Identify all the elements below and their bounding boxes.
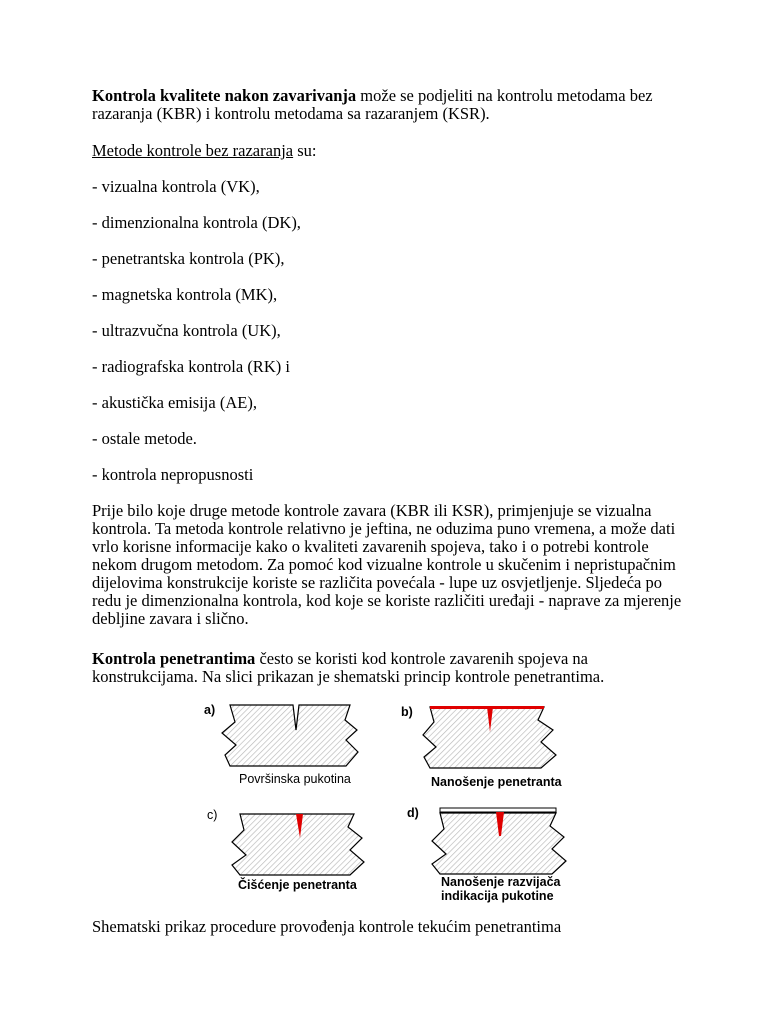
panel-d-letter: d) <box>407 806 419 820</box>
method-item: - kontrola nepropusnosti <box>92 465 254 484</box>
panel-b <box>401 705 563 789</box>
methods-heading-underlined: Metode kontrole bez razaranja <box>92 141 294 160</box>
figure-caption: Shematski prikaz procedure provođenja kontrole tekućim penetrantima <box>92 917 562 936</box>
developer-layer-d <box>440 808 556 812</box>
panel-d-label-line1: Nanošenje razvijača <box>441 875 561 889</box>
panel-c <box>207 808 364 892</box>
method-item: - radiografska kontrola (RK) i <box>92 357 290 376</box>
panel-a-letter: a) <box>204 703 216 717</box>
panel-a-label: Površinska pukotina <box>239 772 351 786</box>
panel-d <box>407 806 566 903</box>
method-item: - penetrantska kontrola (PK), <box>92 249 285 268</box>
intro-rest: može se podjeliti na kontrolu metodama bez razaranja (KBR) i kontrolu metodama sa razaranjem (KSR). <box>92 86 653 123</box>
panel-b-letter: b) <box>401 705 413 719</box>
penetrant-layer-b <box>430 706 544 709</box>
method-item: - ultrazvučna kontrola (UK), <box>92 321 281 340</box>
method-item: - akustička emisija (AE), <box>92 393 257 412</box>
penetrant-rest: često se koristi kod kontrole zavarenih spojeva na konstrukcijama. Na slici prikazan je shematski princip kontrole penetrantima. <box>92 649 605 686</box>
panel-b-label: Nanošenje penetranta <box>431 775 562 789</box>
intro-bold: Kontrola kvalitete nakon zavarivanja <box>92 86 357 105</box>
penetrant-bold: Kontrola penetrantima <box>92 649 256 668</box>
visual-control-paragraph: Prije bilo koje druge metode kontrole zavara (KBR ili KSR), primjenjuje se vizualna kontrola. Ta metoda kontrole relativno je jeftina, ne oduzima puno vremena, a može dati vrlo korisne informacije kako o kvaliteti zavarenih spojeva, tako i o potrebi kontrole nekom drugom metodom. Za pomoć kod vizualne kontrole u skučenim i nepristupačnim dijelovima konstrukcije koriste se različita povećala - lupe uz osvjetljenje. Sljedeća po redu je dimenzionalna kontrola, kod koje se koriste različiti uređaji - naprave za mjerenje debljine zavara i slično. <box>92 501 682 628</box>
method-item: - vizualna kontrola (VK), <box>92 177 260 196</box>
method-item: - dimenzionalna kontrola (DK), <box>92 213 301 232</box>
specimen-a <box>222 705 358 766</box>
panel-d-label-line2: indikacija pukotine <box>441 889 554 903</box>
panel-a <box>204 703 358 786</box>
panel-c-letter: c) <box>207 808 218 822</box>
panel-c-label: Čišćenje penetranta <box>238 878 357 892</box>
method-item: - magnetska kontrola (MK), <box>92 285 278 304</box>
methods-heading-rest: su: <box>293 141 317 160</box>
method-item: - ostale metode. <box>92 429 197 448</box>
